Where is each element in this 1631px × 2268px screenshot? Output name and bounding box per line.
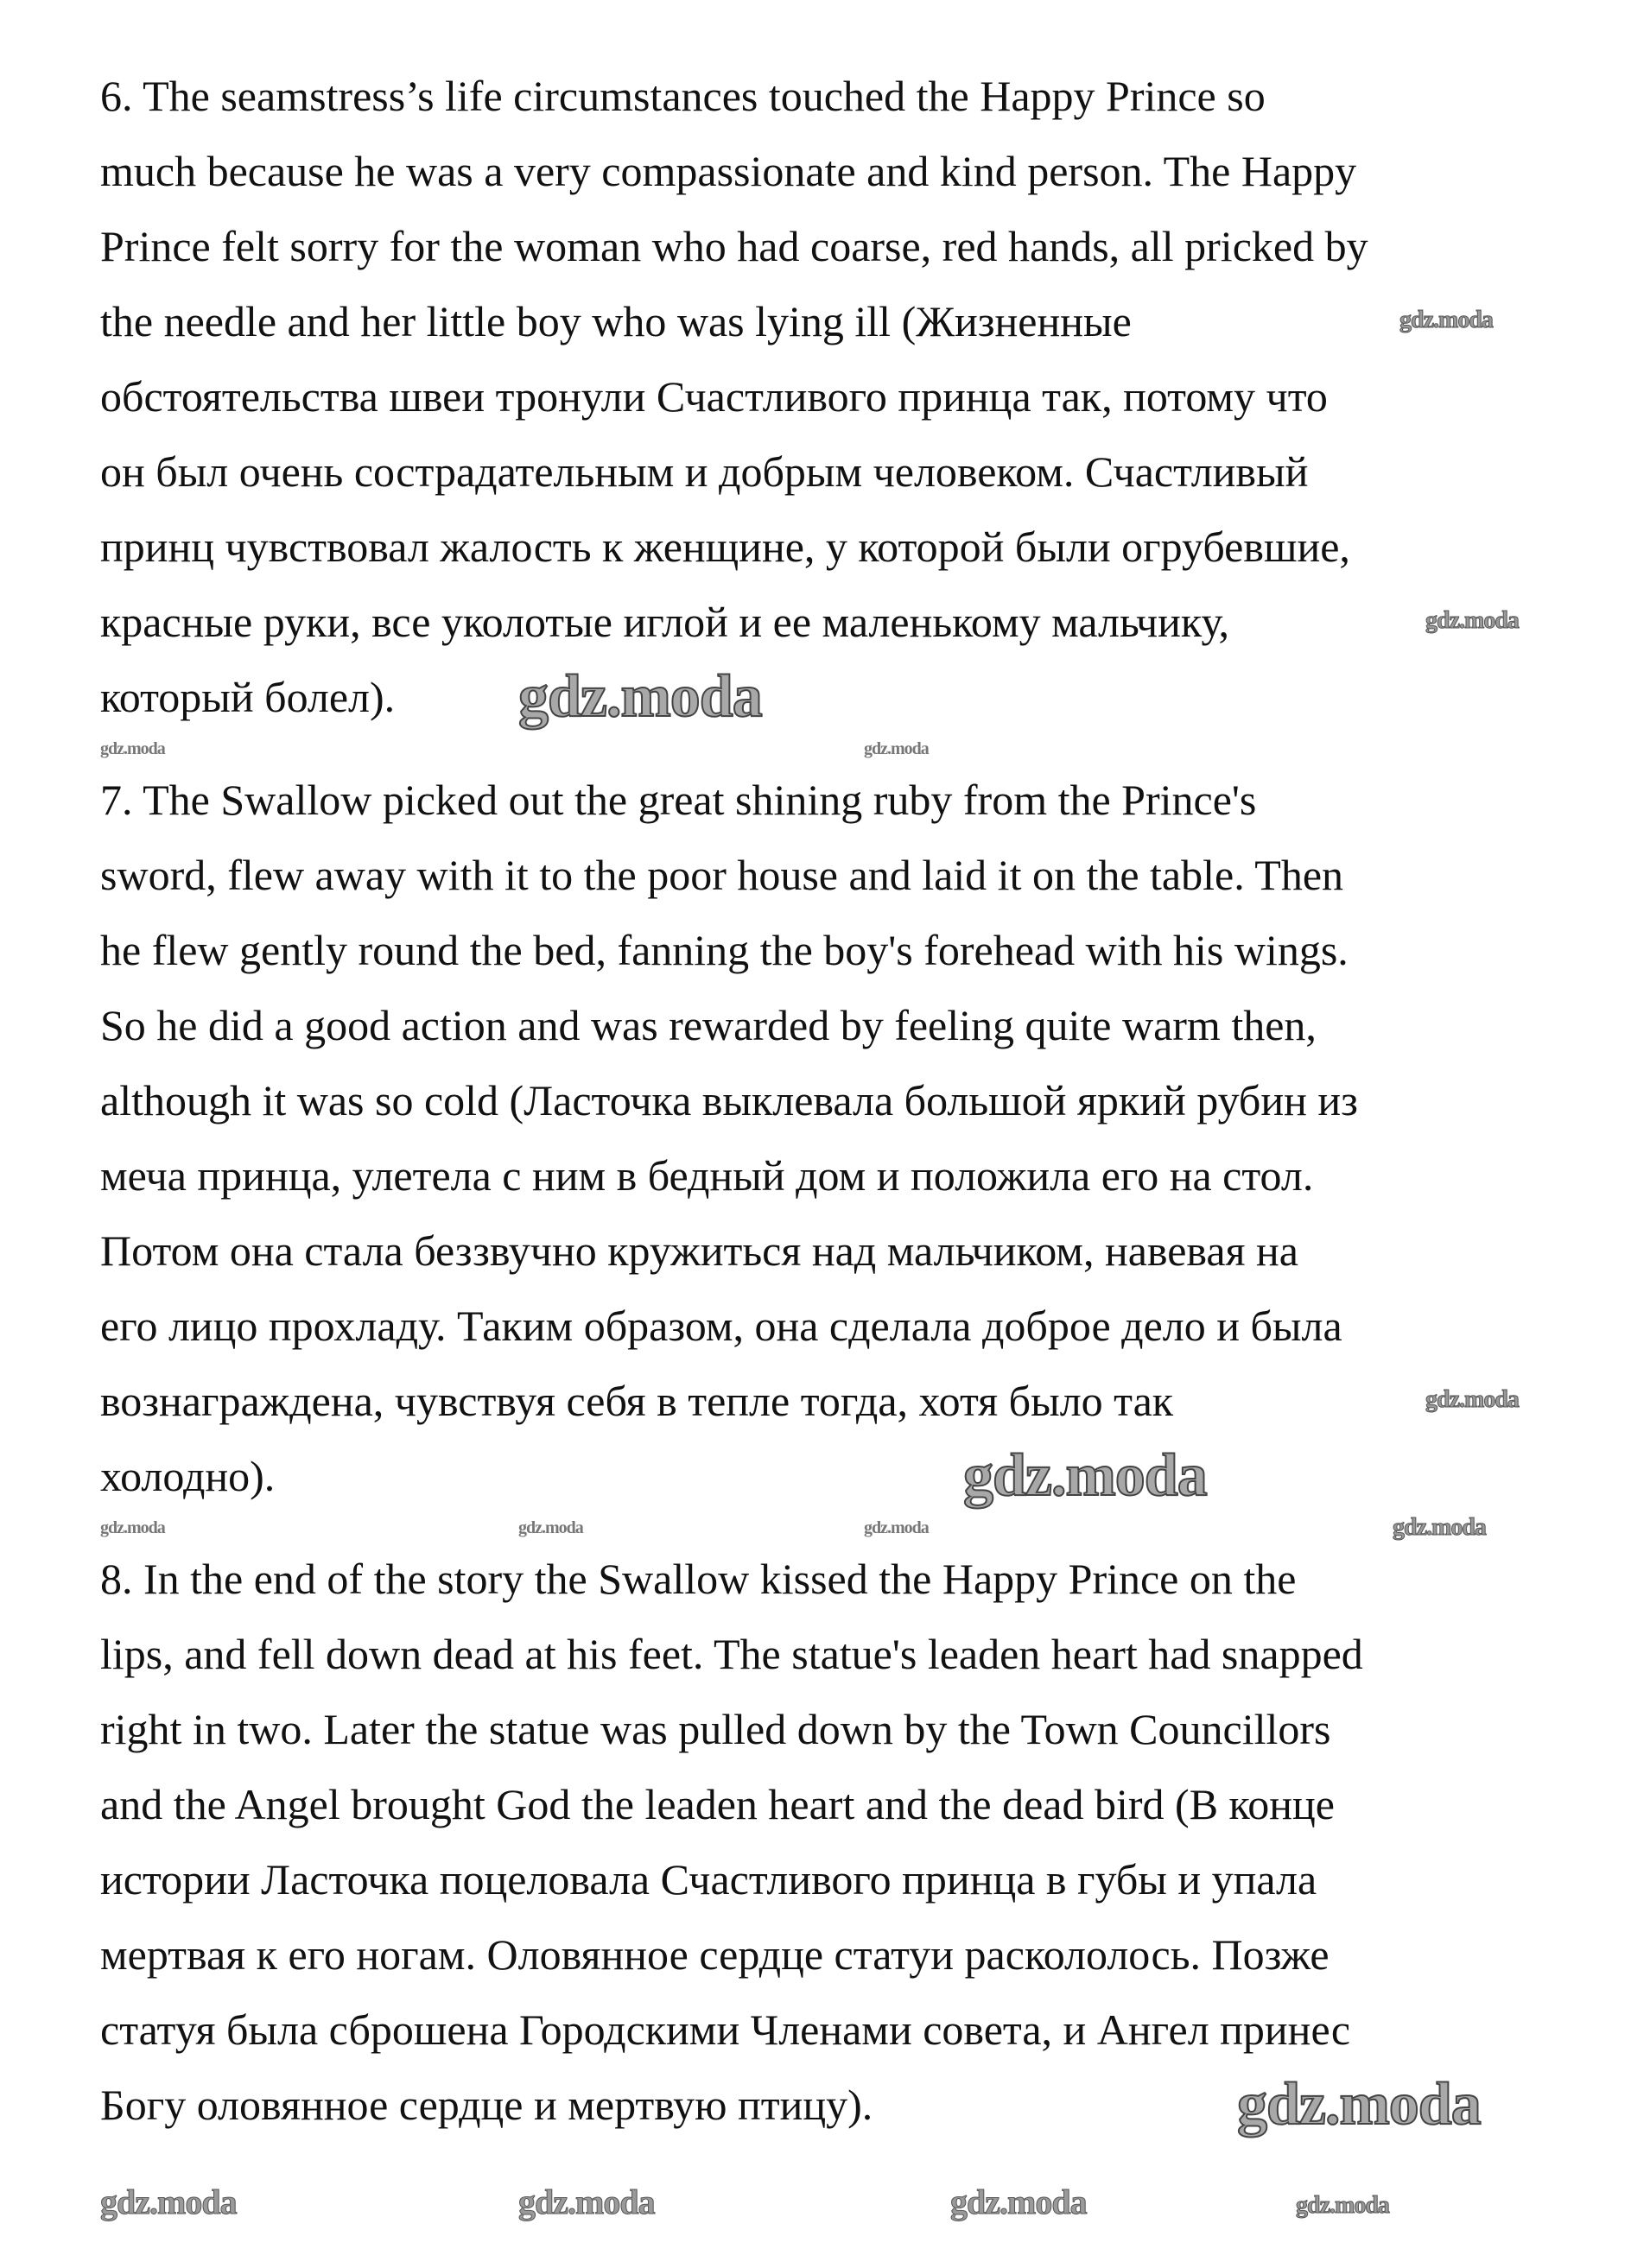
text-line: мертвая к его ногам. Оловянное сердце статуи раскололось. Позже xyxy=(100,1930,1330,1979)
answer-8 xyxy=(100,1542,1368,2143)
watermark: gdz.moda xyxy=(100,1518,165,1537)
text-line: sword, flew away with it to the poor house and laid it on the table. Then xyxy=(100,851,1344,899)
text-line: So he did a good action and was rewarded by feeling quite warm then, xyxy=(100,1001,1317,1049)
watermark: gdz.moda xyxy=(864,1518,929,1537)
text-line: 7. The Swallow picked out the great shining ruby from the Prince's xyxy=(100,776,1257,824)
watermark: gdz.moda xyxy=(100,739,165,758)
text-line: Prince felt sorry for the woman who had coarse, red hands, all pricked by xyxy=(100,222,1368,270)
text-line: he flew gently round the bed, fanning the boy's forehead with his wings. xyxy=(100,926,1349,974)
text-line: холодно). xyxy=(100,1452,276,1500)
watermark: gdz.moda xyxy=(1399,307,1493,333)
text-line: 6. The seamstress’s life circumstances touched the Happy Prince so xyxy=(100,72,1266,120)
text-line: статуя была сброшена Городскими Членами совета, и Ангел принес xyxy=(100,2005,1351,2054)
watermark: gdz.moda xyxy=(518,1518,583,1537)
watermark: gdz.moda xyxy=(1393,1514,1486,1541)
watermark: gdz.moda xyxy=(1425,1386,1519,1413)
watermark: gdz.moda xyxy=(963,1442,1207,1509)
text-line: 8. In the end of the story the Swallow kissed the Happy Prince on the xyxy=(100,1555,1297,1603)
text-line: although it was so cold (Ласточка выклевала большой яркий рубин из xyxy=(100,1076,1358,1124)
answer-6 xyxy=(100,59,1368,735)
text-line: Богу оловянное сердце и мертвую птицу). xyxy=(100,2081,873,2129)
text-line: and the Angel brought God the leaden heart and the dead bird (В конце xyxy=(100,1780,1336,1828)
watermark: gdz.moda xyxy=(100,2182,237,2221)
watermark: gdz.moda xyxy=(864,739,929,758)
text-line: right in two. Later the statue was pulled down by the Town Councillors xyxy=(100,1705,1331,1753)
watermark: gdz.moda xyxy=(950,2182,1087,2221)
document-body xyxy=(100,59,1368,2170)
text-line: вознаграждена, чувствуя себя в тепле тогда, хотя было так xyxy=(100,1377,1174,1425)
text-line: красные руки, все уколотые иглой и ее маленькому мальчику, xyxy=(100,598,1229,646)
answer-7 xyxy=(100,763,1368,1514)
text-line: он был очень сострадательным и добрым человеком. Счастливый xyxy=(100,447,1309,496)
watermark: gdz.moda xyxy=(1425,607,1519,634)
text-line: принц чувствовал жалость к женщине, у которой были огрубевшие, xyxy=(100,523,1350,571)
text-line: его лицо прохладу. Таким образом, она сделала доброе дело и была xyxy=(100,1302,1342,1350)
text-line: the needle and her little boy who was lying ill (Жизненные xyxy=(100,297,1132,345)
watermark: gdz.moda xyxy=(518,663,762,730)
text-line: обстоятельства швеи тронули Счастливого принца так, потому что xyxy=(100,372,1328,421)
text-line: much because he was a very compassionate and kind person. The Happy xyxy=(100,147,1357,195)
text-line: меча принца, улетела с ним в бедный дом и положила его на стол. xyxy=(100,1151,1314,1200)
text-line: истории Ласточка поцеловала Счастливого принца в губы и упала xyxy=(100,1855,1317,1904)
watermark: gdz.moda xyxy=(1237,2071,1481,2138)
text-line: lips, and fell down dead at his feet. The statue's leaden heart had snapped xyxy=(100,1630,1363,1678)
text-line: который болел). xyxy=(100,673,396,721)
text-line: Потом она стала беззвучно кружиться над мальчиком, навевая на xyxy=(100,1226,1298,1275)
watermark: gdz.moda xyxy=(518,2182,655,2221)
watermark: gdz.moda xyxy=(1296,2192,1389,2219)
